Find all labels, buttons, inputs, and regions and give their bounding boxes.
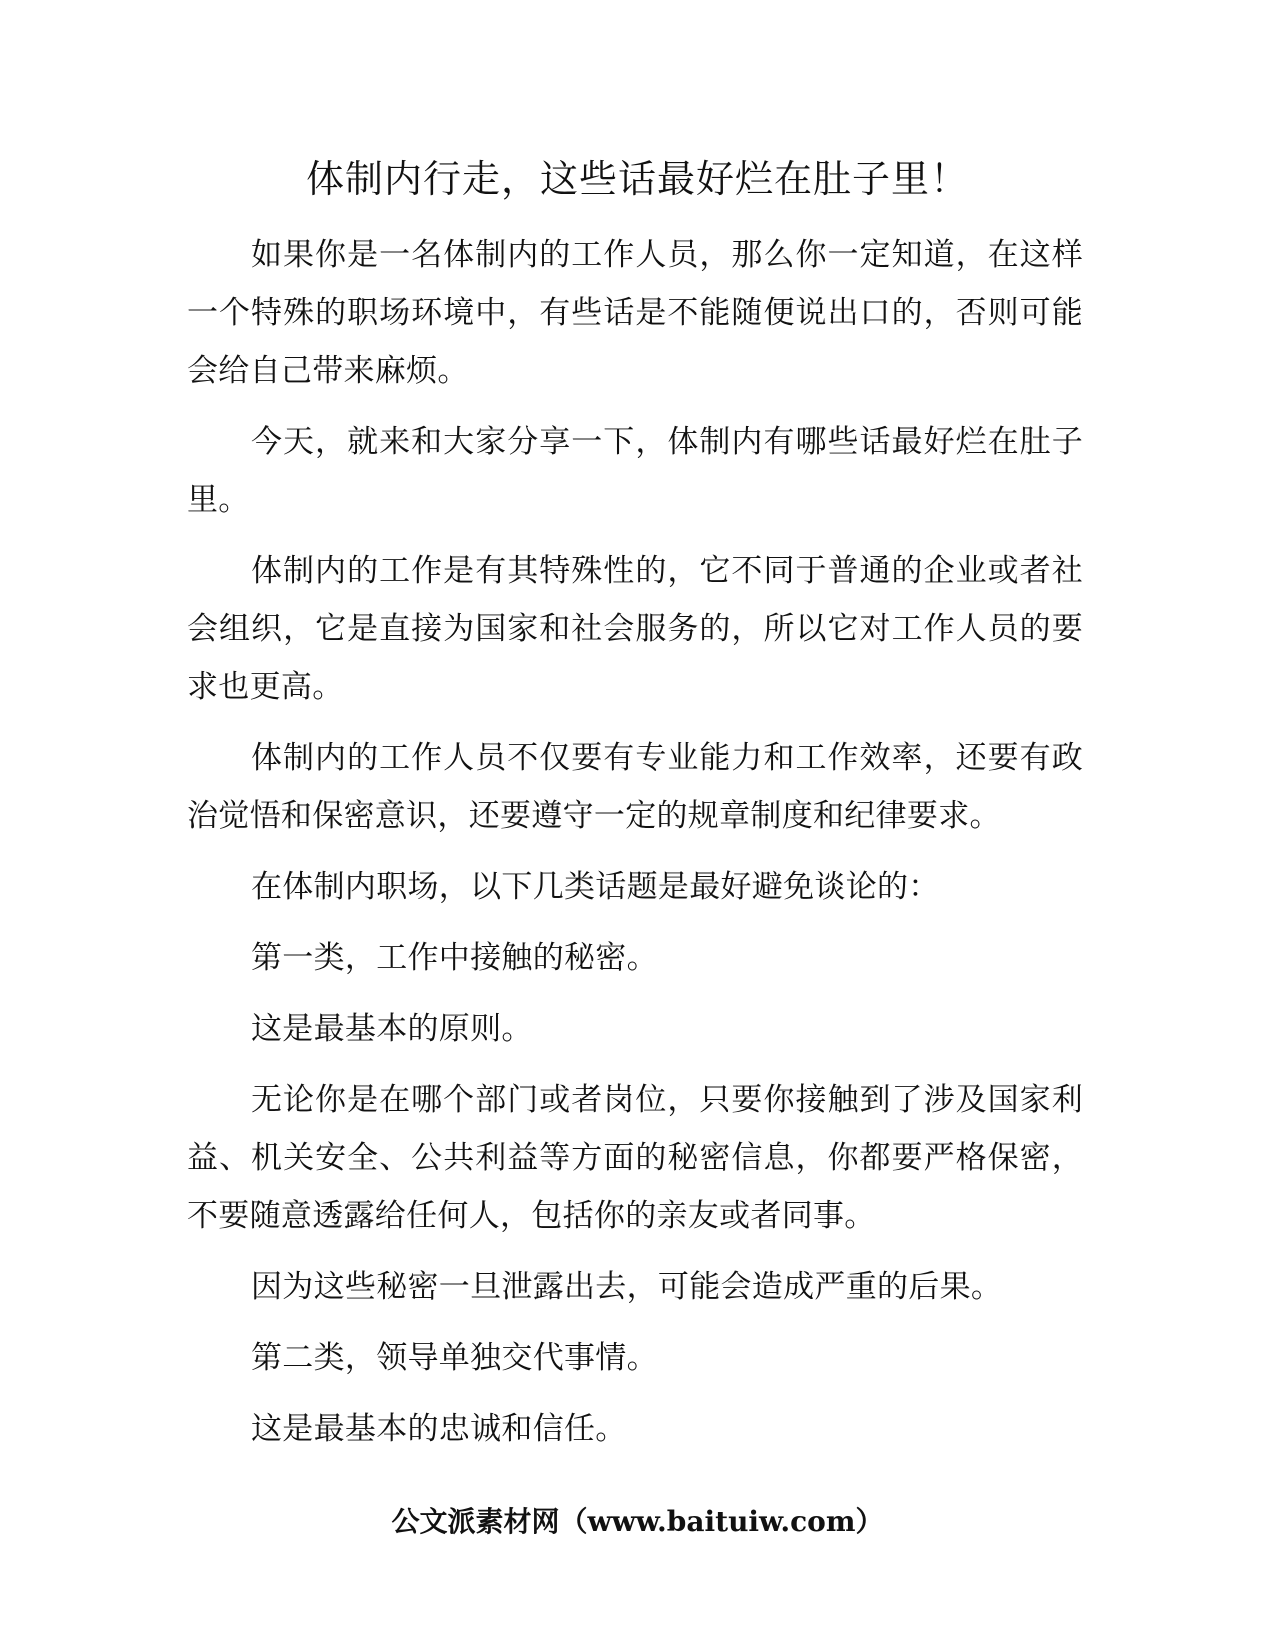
paragraph: 体制内的工作人员不仅要有专业能力和工作效率，还要有政治觉悟和保密意识，还要遵守一定的规章制度和纪律要求。 — [187, 740, 1083, 834]
paragraph: 因为这些秘密一旦泄露出去，可能会造成严重的后果。 — [251, 1269, 1003, 1305]
paragraph: 第二类，领导单独交代事情。 — [251, 1340, 658, 1376]
paragraph: 这是最基本的原则。 — [251, 1011, 533, 1047]
document-body — [187, 226, 1083, 1471]
paragraph: 体制内的工作是有其特殊性的，它不同于普通的企业或者社会组织，它是直接为国家和社会服务的，所以它对工作人员的要求也更高。 — [187, 553, 1083, 705]
paragraph: 如果你是一名体制内的工作人员，那么你一定知道，在这样一个特殊的职场环境中，有些话是不能随便说出口的，否则可能会给自己带来麻烦。 — [187, 237, 1083, 389]
paragraph: 第一类，工作中接触的秘密。 — [251, 940, 658, 976]
paragraph: 今天，就来和大家分享一下，体制内有哪些话最好烂在肚子里。 — [187, 424, 1083, 518]
paragraph: 在体制内职场，以下几类话题是最好避免谈论的： — [251, 869, 940, 905]
page-footer-watermark: 公文派素材网（www.baituiw.com） — [391, 1505, 884, 1538]
paragraph: 无论你是在哪个部门或者岗位，只要你接触到了涉及国家利益、机关安全、公共利益等方面的秘密信息，你都要严格保密，不要随意透露给任何人，包括你的亲友或者同事。 — [187, 1082, 1083, 1234]
paragraph: 这是最基本的忠诚和信任。 — [251, 1411, 627, 1447]
document-title: 体制内行走，这些话最好烂在肚子里！ — [305, 157, 969, 201]
